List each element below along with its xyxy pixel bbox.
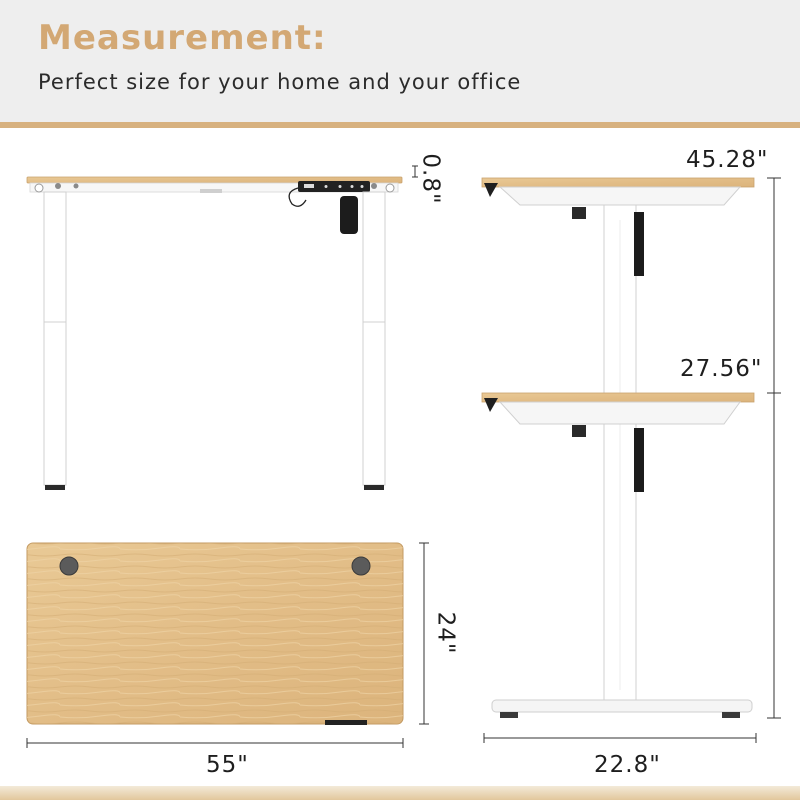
page-subtitle: Perfect size for your home and your office bbox=[38, 70, 522, 94]
bottom-wood-band bbox=[0, 786, 800, 800]
top-thickness-label: 0.8" bbox=[417, 153, 444, 205]
page-title: Measurement: bbox=[38, 18, 327, 58]
side-view-desk bbox=[482, 178, 781, 743]
front-view-desk bbox=[27, 166, 418, 490]
min-height-label: 27.56" bbox=[680, 356, 763, 382]
base-depth-label: 22.8" bbox=[594, 752, 661, 778]
desktop-width-label: 55" bbox=[206, 752, 249, 778]
max-height-label: 45.28" bbox=[686, 147, 769, 173]
top-view-desktop bbox=[27, 543, 429, 748]
desktop-depth-label: 24" bbox=[432, 611, 459, 655]
